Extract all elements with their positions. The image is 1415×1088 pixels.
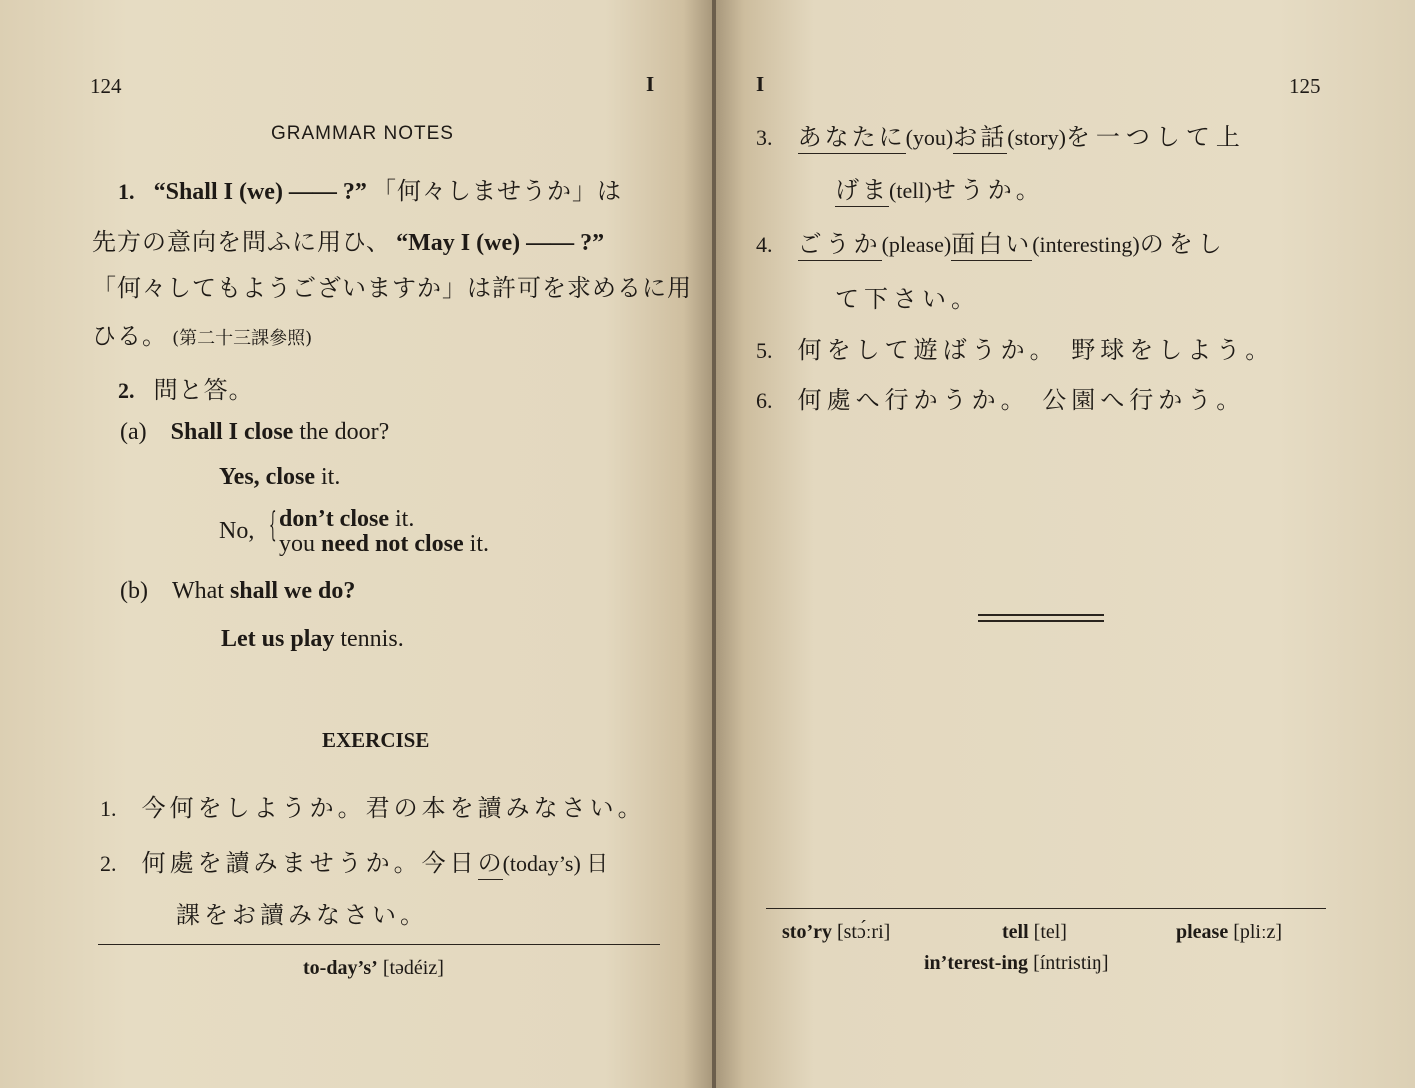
page-number: 124 (90, 74, 122, 98)
exercise-item-6 (756, 380, 1245, 415)
exercise-text: 今何をしようか。君の本を讀みなさい。 (141, 794, 646, 822)
example-a-yes (219, 464, 340, 491)
example-text: Yes, close (219, 464, 315, 490)
note-1-line-1 (118, 171, 622, 206)
underlined-word: あなたに (798, 123, 906, 154)
exercise-number: 5. (756, 338, 773, 363)
gloss: (you) (905, 125, 954, 150)
note-text: “Shall I (we) —— ?” (153, 179, 367, 205)
example-text: Shall I close (170, 419, 294, 445)
exercise-text: のをし (1139, 230, 1227, 258)
exercise-item-5 (756, 330, 1274, 365)
gloss: (tell) (889, 178, 932, 203)
footnote-pronunciation: [tədéiz] (382, 957, 444, 979)
exercise-item-4-line-2: て下さい。 (835, 285, 980, 313)
example-text: it. (463, 531, 489, 557)
exercise-item-1 (100, 788, 646, 823)
footnote-divider (766, 908, 1326, 909)
note-text: 「何々しませうか」は (372, 177, 623, 205)
example-b-answer (221, 626, 404, 653)
gloss: (story) (1007, 125, 1066, 150)
gloss: (interesting) (1032, 232, 1140, 257)
underlined-word: げま (835, 176, 889, 207)
example-label: (b) (120, 578, 148, 604)
example-text: you (279, 531, 321, 557)
example-text: tennis. (334, 626, 404, 652)
footnote-pronunciation: [stɔ́ːri] (836, 921, 891, 943)
exercise-item-4 (756, 224, 1227, 259)
exercise-item-2 (100, 843, 608, 878)
note-number: 2. (118, 378, 135, 403)
note-1-line-4 (92, 316, 312, 351)
note-1-line-3: 「何々してもようございますか」は許可を求めるに用 (92, 274, 692, 302)
exercise-number: 6. (756, 388, 773, 413)
footnote-word: tell (1002, 921, 1029, 943)
example-text: Let us play (221, 626, 335, 652)
exercise-text: 何處へ行かうか。 公園へ行かう。 (797, 386, 1246, 414)
footnote-word: to-day’s’ (303, 957, 378, 979)
header-mark: I (646, 72, 655, 96)
footnote-story (782, 921, 890, 944)
footnote-tell (1002, 921, 1067, 944)
exercise-number: 4. (756, 232, 773, 257)
example-a-no-1 (279, 506, 414, 533)
footnote-interesting (924, 952, 1109, 975)
note-1-line-2 (92, 222, 604, 257)
exercise-text: 何をして遊ばうか。 野球をしよう。 (797, 336, 1275, 364)
note-text: ひる。 (92, 322, 167, 350)
example-label: (a) (120, 419, 147, 445)
example-text: the door? (293, 419, 390, 445)
footnote (303, 957, 444, 980)
footnote-word: in’terest-ing (924, 952, 1029, 974)
exercise-text: (today’s) 日 (502, 851, 609, 876)
underlined-word: 面白い (951, 230, 1032, 261)
exercise-heading: EXERCISE (322, 728, 430, 752)
note-number: 1. (118, 179, 135, 204)
note-text: “May I (we) —— ?” (396, 230, 605, 256)
example-text: What (171, 578, 230, 604)
footnote-word: please (1176, 921, 1229, 943)
example-a-no: No, (219, 518, 255, 544)
footnote-divider (98, 944, 660, 945)
reference-note: (第二十三課參照) (172, 328, 313, 349)
note-2-title (118, 370, 254, 405)
right-page (716, 0, 1415, 1088)
exercise-item-3-line-2 (835, 170, 1044, 205)
exercise-text: せうか。 (931, 176, 1044, 204)
example-text: need not close (321, 531, 464, 557)
grammar-notes-heading: GRAMMAR NOTES (271, 123, 454, 144)
exercise-number: 1. (100, 796, 117, 821)
exercise-item-2-line-2: 課をお讀みなさい。 (176, 901, 428, 929)
note-text: 問と答。 (153, 376, 254, 404)
footnote-please (1176, 921, 1282, 944)
underlined-word: お話 (953, 123, 1007, 154)
footnote-pronunciation: [íntristiŋ] (1033, 952, 1109, 974)
page-number: 125 (1289, 74, 1321, 98)
section-end-rule (978, 620, 1104, 622)
section-end-rule (978, 614, 1104, 616)
exercise-text: を一つして上 (1065, 123, 1246, 151)
footnote-word: sto’ry (782, 921, 832, 943)
exercise-number: 2. (100, 851, 117, 876)
exercise-item-3 (756, 117, 1246, 152)
gloss: (please) (881, 232, 952, 257)
example-text: don’t close (279, 506, 389, 532)
footnote-pronunciation: [tel] (1033, 921, 1067, 943)
example-text: it. (314, 464, 341, 490)
note-text: 先方の意向を問ふに用ひ、 (92, 228, 392, 256)
exercise-text: 何處を讀みませうか。今日 (141, 849, 478, 877)
example-text: it. (389, 506, 415, 532)
example-b-question (120, 578, 355, 605)
header-mark: I (756, 72, 765, 96)
underlined-word: ごうか (798, 230, 882, 261)
example-a-no-2 (279, 531, 489, 558)
example-a-question (120, 419, 389, 446)
footnote-pronunciation: [pliːz] (1233, 921, 1283, 943)
underlined-word: の (478, 849, 503, 880)
brace-icon: { (269, 505, 277, 545)
exercise-number: 3. (756, 125, 773, 150)
example-text: shall we do? (229, 578, 356, 604)
